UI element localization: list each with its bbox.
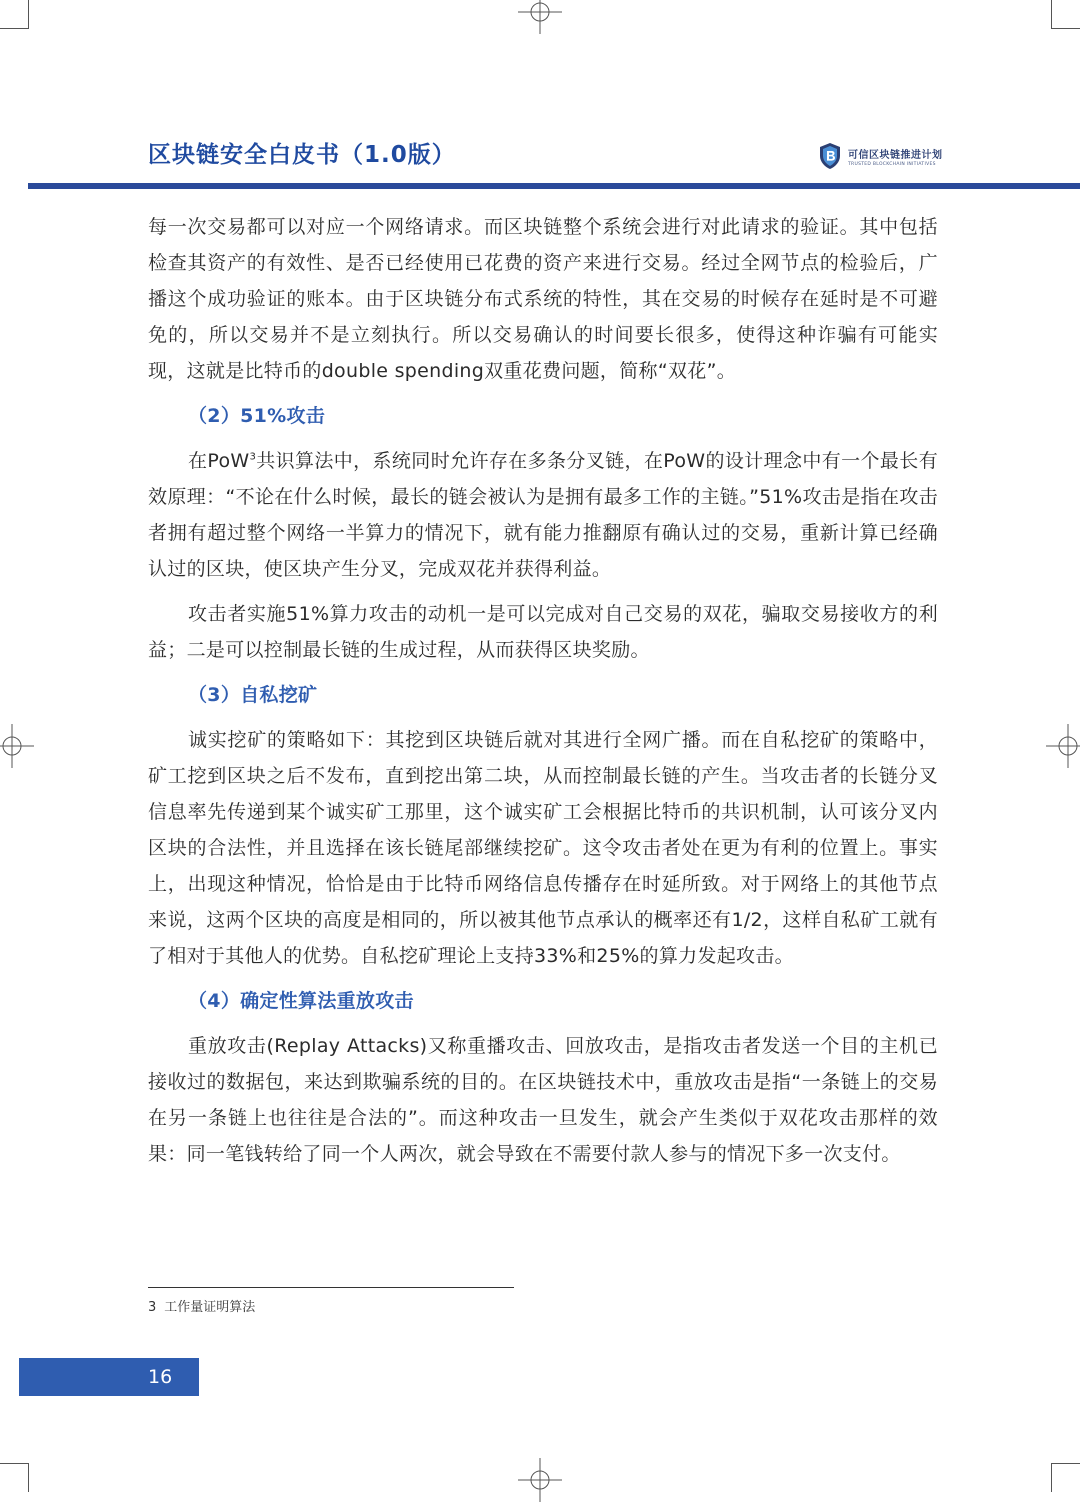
logo-name-cn: 可信区块链推进计划 bbox=[848, 149, 943, 161]
crop-mark-top-right bbox=[1051, 0, 1080, 29]
trusted-blockchain-logo bbox=[818, 142, 943, 170]
paragraph bbox=[148, 443, 938, 587]
footnote-rule bbox=[148, 1287, 514, 1288]
paragraph-text: 在PoW bbox=[188, 450, 250, 472]
footnote-reference: 3 bbox=[249, 451, 257, 463]
crop-mark-top-left bbox=[0, 0, 29, 29]
section-heading-51-attack: （2）51%攻击 bbox=[188, 405, 326, 427]
shield-b-icon bbox=[818, 142, 842, 170]
registration-mark-top-icon bbox=[518, 0, 562, 34]
header-rule bbox=[28, 183, 1080, 189]
paragraph: 每一次交易都可以对应一个网络请求。而区块链整个系统会进行对此请求的验证。其中包括检查其资产的有效性、是否已经使用已花费的资产来进行交易。经过全网节点的检验后，广播这个成功验证的账本。由于区块链分布式系统的特性，其在交易的时候存在延时是不可避免的，所以交易并不是立刻执行。所以交易确认的时间要长很多，使得这种诈骗有可能实现，这就是比特币的double spending双重花费问题，简称“双花”。 bbox=[148, 216, 938, 382]
section-heading-selfish-mining: （3）自私挖矿 bbox=[188, 684, 318, 706]
crop-mark-bottom-right bbox=[1051, 1463, 1080, 1492]
logo-name-en: TRUSTED BLOCKCHAIN INITIATIVES bbox=[848, 161, 936, 167]
paragraph-text: 共识算法中，系统同时允许存在多条分叉链，在PoW的设计理念中有一个最长有效原理：“不论在什么时候，最长的链会被认为是拥有最多工作的主链。”51%攻击是指在攻击者拥有超过整个网络一半算力的情况下，就有能力推翻原有确认过的交易，重新计算已经确认过的区块，使区块产生分叉，完成双花并获得利益。 bbox=[148, 450, 938, 580]
page-body bbox=[148, 209, 938, 1172]
registration-mark-right-icon bbox=[1046, 724, 1080, 768]
registration-mark-bottom-icon bbox=[518, 1458, 562, 1502]
crop-mark-bottom-left bbox=[0, 1463, 29, 1492]
section-heading-replay-attack: （4）确定性算法重放攻击 bbox=[188, 990, 414, 1012]
footnote-number: 3 bbox=[148, 1300, 157, 1315]
document-title: 区块链安全白皮书（1.0版） bbox=[148, 142, 456, 168]
footnote bbox=[148, 1296, 255, 1315]
paragraph: 攻击者实施51%算力攻击的动机一是可以完成对自己交易的双花，骗取交易接收方的利益；二是可以控制最长链的生成过程，从而获得区块奖励。 bbox=[148, 603, 938, 661]
paragraph: 重放攻击(Replay Attacks)又称重播攻击、回放攻击，是指攻击者发送一个目的主机已接收过的数据包，来达到欺骗系统的目的。在区块链技术中，重放攻击是指“一条链上的交易在另一条链上也往往是合法的”。而这种攻击一旦发生，就会产生类似于双花攻击那样的效果：同一笔钱转给了同一个人两次，就会导致在不需要付款人参与的情况下多一次支付。 bbox=[148, 1035, 938, 1165]
footnote-text: 工作量证明算法 bbox=[164, 1300, 256, 1315]
paragraph: 诚实挖矿的策略如下：其挖到区块链后就对其进行全网广播。而在自私挖矿的策略中，矿工挖到区块之后不发布，直到挖出第二块，从而控制最长链的产生。当攻击者的长链分叉信息率先传递到某个诚实矿工那里，这个诚实矿工会根据比特币的共识机制，认可该分叉内区块的合法性，并且选择在该长链尾部继续挖矿。这令攻击者处在更为有利的位置上。事实上，出现这种情况，恰恰是由于比特币网络信息传播存在时延所致。对于网络上的其他节点来说，这两个区块的高度是相同的，所以被其他节点承认的概率还有1/2，这样自私矿工就有了相对于其他人的优势。自私挖矿理论上支持33%和25%的算力发起攻击。 bbox=[148, 729, 938, 967]
registration-mark-left-icon bbox=[0, 724, 34, 768]
page-number: 16 bbox=[148, 1366, 173, 1388]
